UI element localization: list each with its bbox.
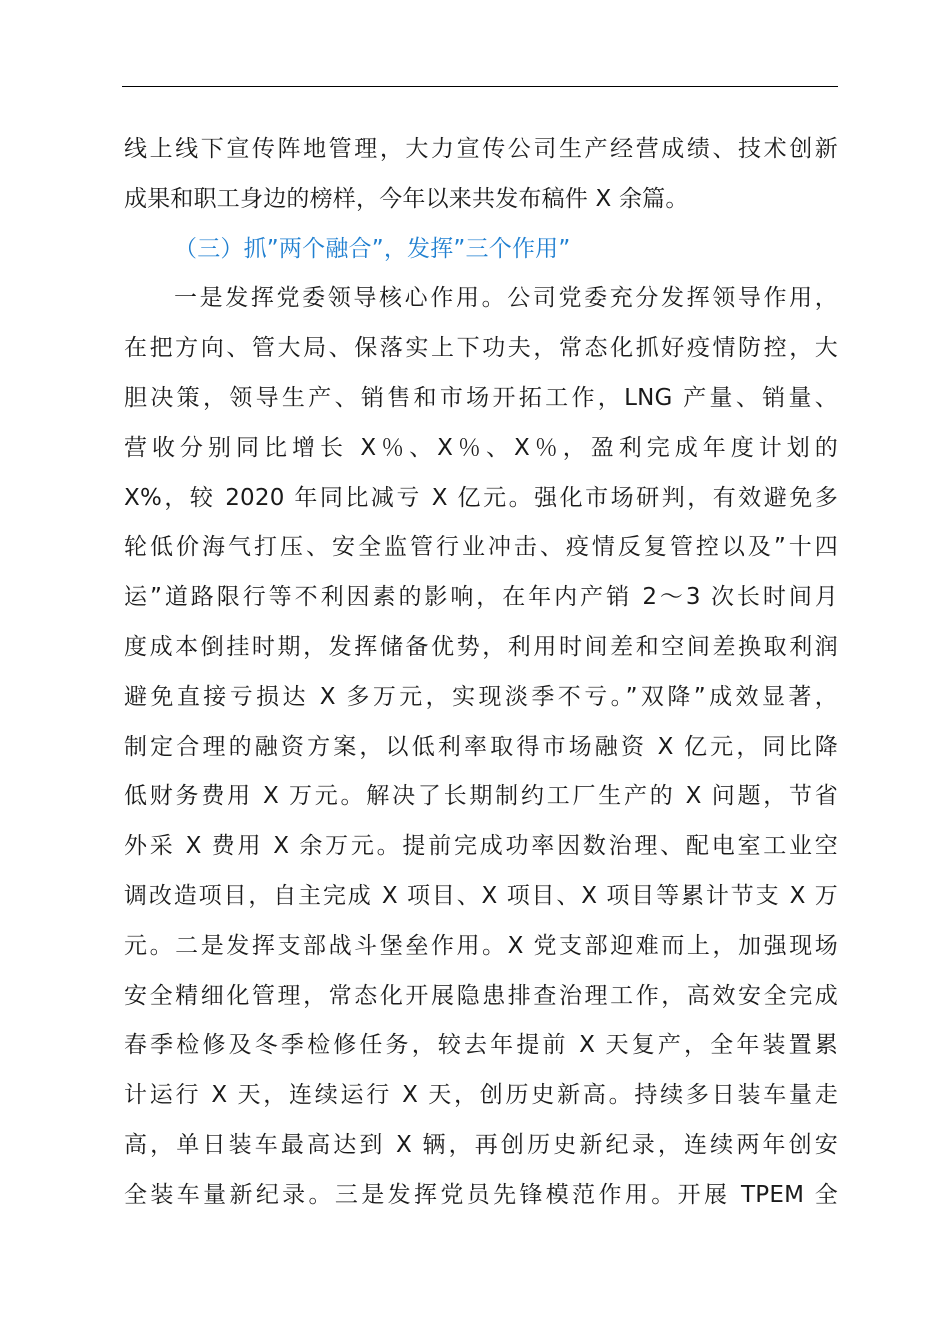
paragraph-line: 在把方向、管大局、保落实上下功夫，常态化抓好疫情防控，大 — [124, 335, 838, 362]
document-body — [124, 125, 838, 1221]
paragraph-line: 调改造项目，自主完成 X 项目、X 项目、X 项目等累计节支 X 万 — [124, 882, 838, 909]
paragraph-line: 外采 X 费用 X 余万元。提前完成功率因数治理、配电室工业空 — [124, 833, 838, 860]
paragraph-line: 度成本倒挂时期，发挥储备优势，利用时间差和空间差换取利润 — [124, 633, 838, 660]
paragraph-line: 一是发挥党委领导核心作用。公司党委充分发挥领导作用， — [174, 285, 838, 312]
paragraph-line: 营收分别同比增长 X％、X％、X％，盈利完成年度计划的 — [124, 434, 838, 461]
paragraph-line: 避免直接亏损达 X 多万元，实现淡季不亏。”双降”成效显著， — [124, 683, 838, 710]
paragraph-line: 计运行 X 天，连续运行 X 天，创历史新高。持续多日装车量走 — [124, 1082, 838, 1109]
paragraph-line: 胆决策，领导生产、销售和市场开拓工作，LNG 产量、销量、 — [124, 384, 838, 411]
paragraph-line: 轮低价海气打压、安全监管行业冲击、疫情反复管控以及”十四 — [124, 534, 838, 561]
paragraph-line: 成果和职工身边的榜样，今年以来共发布稿件 X 余篇。 — [124, 185, 689, 212]
paragraph-line: 安全精细化管理，常态化开展隐患排查治理工作，高效安全完成 — [124, 982, 838, 1009]
paragraph-line: 元。二是发挥支部战斗堡垒作用。X 党支部迎难而上，加强现场 — [124, 932, 838, 959]
paragraph-line: 全装车量新纪录。三是发挥党员先锋模范作用。开展 TPEM 全 — [124, 1181, 838, 1208]
paragraph-line: 春季检修及冬季检修任务，较去年提前 X 天复产，全年装置累 — [124, 1032, 838, 1059]
paragraph-line: 制定合理的融资方案，以低利率取得市场融资 X 亿元，同比降 — [124, 733, 838, 760]
paragraph-line: X%，较 2020 年同比减亏 X 亿元。强化市场研判，有效避免多 — [124, 484, 838, 511]
section-heading: （三）抓”两个融合”，发挥”三个作用” — [174, 235, 571, 262]
paragraph-line: 低财务费用 X 万元。解决了长期制约工厂生产的 X 问题，节省 — [124, 783, 838, 810]
paragraph-line: 运”道路限行等不利因素的影响，在年内产销 2～3 次长时间月 — [124, 584, 838, 611]
paragraph-line: 高，单日装车最高达到 X 辆，再创历史新纪录，连续两年创安 — [124, 1131, 838, 1158]
header-rule — [122, 86, 838, 87]
paragraph-line: 线上线下宣传阵地管理，大力宣传公司生产经营成绩、技术创新 — [124, 136, 838, 162]
